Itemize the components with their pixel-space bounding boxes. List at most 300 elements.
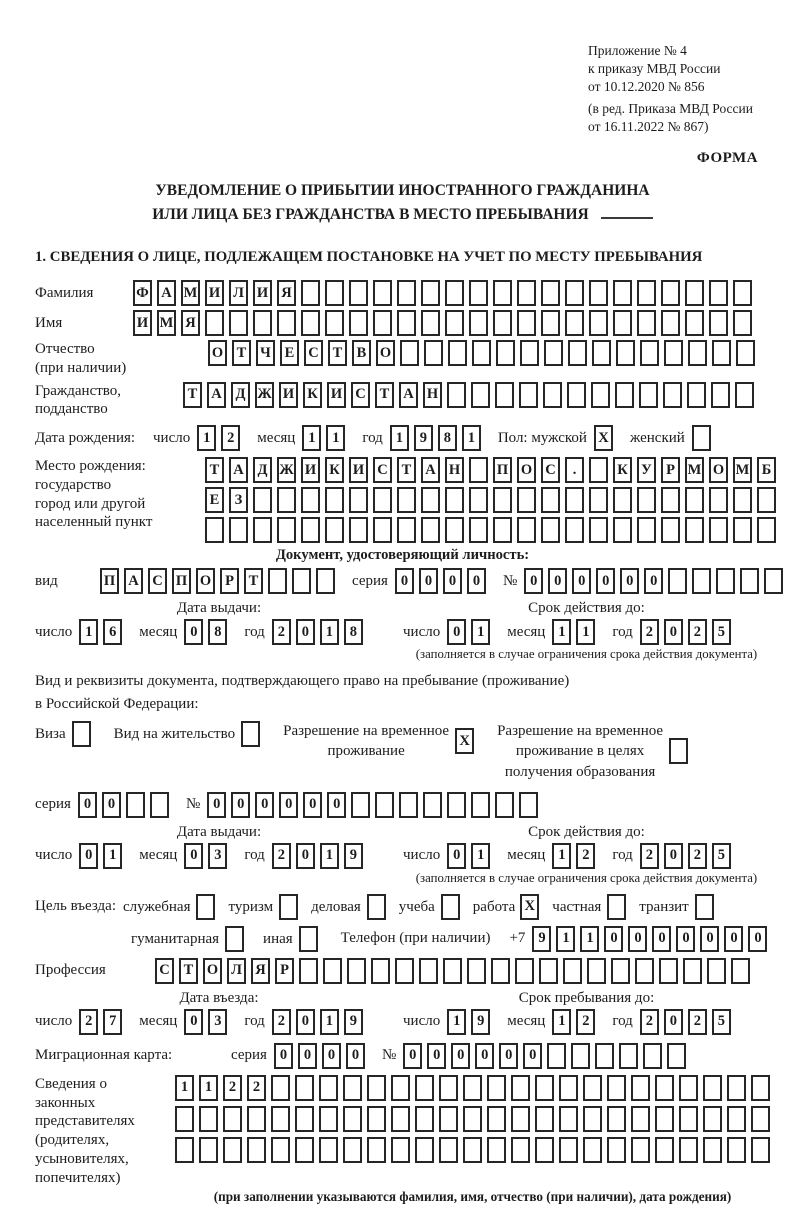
citizenship-char-box[interactable]: А bbox=[399, 382, 418, 408]
stay-issue-day-box[interactable]: 1 bbox=[103, 843, 122, 869]
name-char-box[interactable] bbox=[349, 310, 368, 336]
id-valid-day-box[interactable]: 0 bbox=[447, 619, 466, 645]
surname-char-box[interactable] bbox=[493, 280, 512, 306]
sex-female-box[interactable] bbox=[692, 425, 711, 451]
citizenship-char-box[interactable] bbox=[567, 382, 586, 408]
birthplace-char-box[interactable] bbox=[373, 487, 392, 513]
surname-char-box[interactable] bbox=[613, 280, 632, 306]
stay-doc-number-box[interactable]: 0 bbox=[255, 792, 274, 818]
id-valid-year-box[interactable]: 2 bbox=[640, 619, 659, 645]
representatives-char-box[interactable] bbox=[367, 1137, 386, 1163]
id-valid-day-box[interactable]: 1 bbox=[471, 619, 490, 645]
patronymic-char-box[interactable]: Е bbox=[280, 340, 299, 366]
name-char-box[interactable] bbox=[397, 310, 416, 336]
migration-number-box[interactable] bbox=[547, 1043, 566, 1069]
stay-doc-number-box[interactable] bbox=[519, 792, 538, 818]
birthplace-char-box[interactable]: Р bbox=[661, 457, 680, 483]
surname-char-box[interactable] bbox=[469, 280, 488, 306]
birth-day-box[interactable]: 2 bbox=[221, 425, 240, 451]
migration-series-box[interactable]: 0 bbox=[346, 1043, 365, 1069]
representatives-char-box[interactable] bbox=[415, 1137, 434, 1163]
birth-year-box[interactable]: 8 bbox=[438, 425, 457, 451]
representatives-char-box[interactable] bbox=[655, 1137, 674, 1163]
patronymic-char-box[interactable] bbox=[592, 340, 611, 366]
representatives-char-box[interactable] bbox=[655, 1075, 674, 1101]
representatives-char-box[interactable] bbox=[391, 1106, 410, 1132]
representatives-char-box[interactable] bbox=[679, 1137, 698, 1163]
birthplace-char-box[interactable] bbox=[301, 517, 320, 543]
birthplace-char-box[interactable] bbox=[445, 487, 464, 513]
id-doc-number-box[interactable]: 0 bbox=[572, 568, 591, 594]
birth-year-box[interactable]: 9 bbox=[414, 425, 433, 451]
representatives-char-box[interactable]: 1 bbox=[175, 1075, 194, 1101]
surname-char-box[interactable] bbox=[589, 280, 608, 306]
birthplace-char-box[interactable]: С bbox=[541, 457, 560, 483]
patronymic-char-box[interactable]: В bbox=[352, 340, 371, 366]
migration-number-box[interactable] bbox=[571, 1043, 590, 1069]
representatives-char-box[interactable] bbox=[439, 1075, 458, 1101]
stay-day-box[interactable]: 9 bbox=[471, 1009, 490, 1035]
birthplace-char-box[interactable]: С bbox=[373, 457, 392, 483]
phone-digit-box[interactable]: 0 bbox=[652, 926, 671, 952]
id-doc-kind-box[interactable]: П bbox=[100, 568, 119, 594]
representatives-char-box[interactable] bbox=[463, 1075, 482, 1101]
patronymic-char-box[interactable] bbox=[712, 340, 731, 366]
name-char-box[interactable] bbox=[541, 310, 560, 336]
surname-char-box[interactable] bbox=[325, 280, 344, 306]
profession-char-box[interactable] bbox=[659, 958, 678, 984]
birthplace-char-box[interactable] bbox=[565, 487, 584, 513]
name-char-box[interactable] bbox=[229, 310, 248, 336]
birthplace-char-box[interactable]: К bbox=[325, 457, 344, 483]
surname-char-box[interactable] bbox=[733, 280, 752, 306]
birthplace-char-box[interactable]: М bbox=[685, 457, 704, 483]
migration-number-box[interactable]: 0 bbox=[403, 1043, 422, 1069]
migration-number-box[interactable]: 0 bbox=[427, 1043, 446, 1069]
migration-number-box[interactable] bbox=[595, 1043, 614, 1069]
birthplace-char-box[interactable]: М bbox=[733, 457, 752, 483]
stay-issue-month-box[interactable]: 3 bbox=[208, 843, 227, 869]
id-doc-kind-box[interactable]: П bbox=[172, 568, 191, 594]
surname-char-box[interactable] bbox=[637, 280, 656, 306]
patronymic-char-box[interactable] bbox=[424, 340, 443, 366]
purpose-private-box[interactable] bbox=[607, 894, 626, 920]
birthplace-char-box[interactable]: . bbox=[565, 457, 584, 483]
citizenship-char-box[interactable]: Д bbox=[231, 382, 250, 408]
birthplace-char-box[interactable] bbox=[301, 487, 320, 513]
citizenship-char-box[interactable]: И bbox=[279, 382, 298, 408]
citizenship-char-box[interactable]: Т bbox=[183, 382, 202, 408]
birthplace-char-box[interactable] bbox=[709, 517, 728, 543]
surname-char-box[interactable] bbox=[517, 280, 536, 306]
representatives-char-box[interactable] bbox=[439, 1106, 458, 1132]
representatives-char-box[interactable] bbox=[559, 1106, 578, 1132]
profession-char-box[interactable] bbox=[515, 958, 534, 984]
patronymic-char-box[interactable] bbox=[520, 340, 539, 366]
patronymic-char-box[interactable] bbox=[568, 340, 587, 366]
purpose-transit-box[interactable] bbox=[695, 894, 714, 920]
profession-char-box[interactable] bbox=[347, 958, 366, 984]
stay-issue-year-box[interactable]: 9 bbox=[344, 843, 363, 869]
representatives-char-box[interactable] bbox=[679, 1075, 698, 1101]
name-char-box[interactable] bbox=[469, 310, 488, 336]
birthplace-char-box[interactable] bbox=[589, 457, 608, 483]
representatives-char-box[interactable] bbox=[487, 1137, 506, 1163]
birthplace-char-box[interactable] bbox=[757, 517, 776, 543]
residence-box[interactable] bbox=[241, 721, 260, 747]
id-issue-year-box[interactable]: 0 bbox=[296, 619, 315, 645]
representatives-char-box[interactable] bbox=[319, 1137, 338, 1163]
birthplace-char-box[interactable]: У bbox=[637, 457, 656, 483]
birthplace-char-box[interactable] bbox=[589, 517, 608, 543]
name-char-box[interactable] bbox=[373, 310, 392, 336]
stay-valid-day-box[interactable]: 0 bbox=[447, 843, 466, 869]
birthplace-char-box[interactable] bbox=[541, 487, 560, 513]
migration-number-box[interactable] bbox=[643, 1043, 662, 1069]
citizenship-char-box[interactable] bbox=[663, 382, 682, 408]
stay-doc-number-box[interactable] bbox=[471, 792, 490, 818]
birthplace-char-box[interactable] bbox=[565, 517, 584, 543]
representatives-char-box[interactable] bbox=[271, 1137, 290, 1163]
representatives-char-box[interactable] bbox=[631, 1075, 650, 1101]
birthplace-char-box[interactable] bbox=[709, 487, 728, 513]
surname-char-box[interactable]: М bbox=[181, 280, 200, 306]
id-issue-year-box[interactable]: 2 bbox=[272, 619, 291, 645]
birthplace-char-box[interactable] bbox=[469, 457, 488, 483]
surname-char-box[interactable]: Л bbox=[229, 280, 248, 306]
id-doc-number-box[interactable] bbox=[740, 568, 759, 594]
stay-doc-number-box[interactable] bbox=[423, 792, 442, 818]
birthplace-char-box[interactable] bbox=[517, 517, 536, 543]
stay-year-box[interactable]: 5 bbox=[712, 1009, 731, 1035]
name-char-box[interactable] bbox=[685, 310, 704, 336]
birth-month-box[interactable]: 1 bbox=[302, 425, 321, 451]
purpose-official-box[interactable] bbox=[196, 894, 215, 920]
name-char-box[interactable]: М bbox=[157, 310, 176, 336]
representatives-char-box[interactable] bbox=[703, 1075, 722, 1101]
birthplace-char-box[interactable] bbox=[637, 487, 656, 513]
patronymic-char-box[interactable]: С bbox=[304, 340, 323, 366]
representatives-char-box[interactable] bbox=[271, 1106, 290, 1132]
citizenship-char-box[interactable] bbox=[471, 382, 490, 408]
profession-char-box[interactable] bbox=[707, 958, 726, 984]
birthplace-char-box[interactable] bbox=[469, 517, 488, 543]
profession-char-box[interactable] bbox=[467, 958, 486, 984]
stay-year-box[interactable]: 2 bbox=[640, 1009, 659, 1035]
birthplace-char-box[interactable] bbox=[757, 487, 776, 513]
id-doc-kind-box[interactable] bbox=[316, 568, 335, 594]
profession-char-box[interactable] bbox=[563, 958, 582, 984]
migration-number-box[interactable]: 0 bbox=[523, 1043, 542, 1069]
stay-valid-year-box[interactable]: 0 bbox=[664, 843, 683, 869]
birthplace-char-box[interactable] bbox=[613, 487, 632, 513]
name-char-box[interactable]: И bbox=[133, 310, 152, 336]
profession-char-box[interactable]: Р bbox=[275, 958, 294, 984]
representatives-char-box[interactable] bbox=[199, 1137, 218, 1163]
name-char-box[interactable] bbox=[325, 310, 344, 336]
patronymic-char-box[interactable] bbox=[664, 340, 683, 366]
representatives-char-box[interactable] bbox=[607, 1106, 626, 1132]
patronymic-char-box[interactable]: Т bbox=[232, 340, 251, 366]
birthplace-char-box[interactable]: Б bbox=[757, 457, 776, 483]
representatives-char-box[interactable] bbox=[511, 1106, 530, 1132]
sex-male-box[interactable]: X bbox=[594, 425, 613, 451]
purpose-study-box[interactable] bbox=[441, 894, 460, 920]
representatives-char-box[interactable] bbox=[631, 1137, 650, 1163]
stay-valid-month-box[interactable]: 2 bbox=[576, 843, 595, 869]
representatives-char-box[interactable]: 2 bbox=[247, 1075, 266, 1101]
surname-char-box[interactable] bbox=[373, 280, 392, 306]
id-doc-number-box[interactable]: 0 bbox=[620, 568, 639, 594]
representatives-char-box[interactable] bbox=[583, 1106, 602, 1132]
id-valid-month-box[interactable]: 1 bbox=[552, 619, 571, 645]
stay-year-box[interactable]: 0 bbox=[664, 1009, 683, 1035]
stay-doc-number-box[interactable]: 0 bbox=[279, 792, 298, 818]
name-char-box[interactable] bbox=[517, 310, 536, 336]
representatives-char-box[interactable] bbox=[487, 1106, 506, 1132]
citizenship-char-box[interactable]: Т bbox=[375, 382, 394, 408]
id-doc-kind-box[interactable] bbox=[268, 568, 287, 594]
birthplace-char-box[interactable] bbox=[325, 487, 344, 513]
id-doc-kind-box[interactable] bbox=[292, 568, 311, 594]
stay-valid-month-box[interactable]: 1 bbox=[552, 843, 571, 869]
representatives-char-box[interactable] bbox=[343, 1106, 362, 1132]
name-char-box[interactable] bbox=[493, 310, 512, 336]
birthplace-char-box[interactable] bbox=[517, 487, 536, 513]
id-valid-year-box[interactable]: 5 bbox=[712, 619, 731, 645]
birthplace-char-box[interactable]: И bbox=[301, 457, 320, 483]
representatives-char-box[interactable] bbox=[295, 1106, 314, 1132]
phone-digit-box[interactable]: 0 bbox=[748, 926, 767, 952]
surname-char-box[interactable] bbox=[565, 280, 584, 306]
surname-char-box[interactable] bbox=[541, 280, 560, 306]
migration-number-box[interactable]: 0 bbox=[499, 1043, 518, 1069]
name-char-box[interactable] bbox=[661, 310, 680, 336]
id-doc-series-box[interactable]: 0 bbox=[443, 568, 462, 594]
stay-year-box[interactable]: 2 bbox=[688, 1009, 707, 1035]
purpose-work-box[interactable]: X bbox=[520, 894, 539, 920]
birthplace-char-box[interactable]: К bbox=[613, 457, 632, 483]
entry-month-box[interactable]: 3 bbox=[208, 1009, 227, 1035]
name-char-box[interactable] bbox=[565, 310, 584, 336]
citizenship-char-box[interactable] bbox=[711, 382, 730, 408]
birthplace-char-box[interactable] bbox=[421, 517, 440, 543]
representatives-char-box[interactable] bbox=[559, 1075, 578, 1101]
name-char-box[interactable] bbox=[445, 310, 464, 336]
birthplace-char-box[interactable] bbox=[205, 517, 224, 543]
birthplace-char-box[interactable] bbox=[373, 517, 392, 543]
birth-day-box[interactable]: 1 bbox=[197, 425, 216, 451]
id-issue-month-box[interactable]: 0 bbox=[184, 619, 203, 645]
representatives-char-box[interactable] bbox=[391, 1137, 410, 1163]
stay-issue-day-box[interactable]: 0 bbox=[79, 843, 98, 869]
surname-char-box[interactable] bbox=[661, 280, 680, 306]
profession-char-box[interactable] bbox=[323, 958, 342, 984]
migration-series-box[interactable]: 0 bbox=[322, 1043, 341, 1069]
stay-doc-series-box[interactable] bbox=[150, 792, 169, 818]
name-char-box[interactable] bbox=[205, 310, 224, 336]
temp-residence-edu-box[interactable] bbox=[669, 738, 688, 764]
representatives-char-box[interactable] bbox=[751, 1137, 770, 1163]
representatives-char-box[interactable] bbox=[583, 1075, 602, 1101]
id-doc-series-box[interactable]: 0 bbox=[395, 568, 414, 594]
visa-box[interactable] bbox=[72, 721, 91, 747]
name-char-box[interactable] bbox=[301, 310, 320, 336]
patronymic-char-box[interactable]: О bbox=[376, 340, 395, 366]
birth-year-box[interactable]: 1 bbox=[390, 425, 409, 451]
citizenship-char-box[interactable]: А bbox=[207, 382, 226, 408]
citizenship-char-box[interactable]: С bbox=[351, 382, 370, 408]
migration-series-box[interactable]: 0 bbox=[298, 1043, 317, 1069]
name-char-box[interactable] bbox=[709, 310, 728, 336]
citizenship-char-box[interactable] bbox=[519, 382, 538, 408]
surname-char-box[interactable] bbox=[709, 280, 728, 306]
name-char-box[interactable] bbox=[589, 310, 608, 336]
representatives-char-box[interactable] bbox=[175, 1137, 194, 1163]
birthplace-char-box[interactable] bbox=[469, 487, 488, 513]
stay-doc-number-box[interactable]: 0 bbox=[231, 792, 250, 818]
temp-residence-box[interactable]: X bbox=[455, 728, 474, 754]
birthplace-char-box[interactable] bbox=[397, 517, 416, 543]
phone-digit-box[interactable]: 0 bbox=[724, 926, 743, 952]
surname-char-box[interactable]: И bbox=[205, 280, 224, 306]
name-char-box[interactable] bbox=[733, 310, 752, 336]
citizenship-char-box[interactable]: И bbox=[327, 382, 346, 408]
stay-issue-year-box[interactable]: 0 bbox=[296, 843, 315, 869]
representatives-char-box[interactable] bbox=[223, 1137, 242, 1163]
birthplace-char-box[interactable] bbox=[661, 517, 680, 543]
representatives-char-box[interactable] bbox=[463, 1106, 482, 1132]
representatives-char-box[interactable] bbox=[703, 1137, 722, 1163]
profession-char-box[interactable] bbox=[443, 958, 462, 984]
patronymic-char-box[interactable] bbox=[736, 340, 755, 366]
citizenship-char-box[interactable] bbox=[495, 382, 514, 408]
entry-day-box[interactable]: 7 bbox=[103, 1009, 122, 1035]
phone-digit-box[interactable]: 0 bbox=[676, 926, 695, 952]
patronymic-char-box[interactable] bbox=[448, 340, 467, 366]
profession-char-box[interactable]: Т bbox=[179, 958, 198, 984]
surname-char-box[interactable] bbox=[397, 280, 416, 306]
representatives-char-box[interactable] bbox=[703, 1106, 722, 1132]
profession-char-box[interactable] bbox=[731, 958, 750, 984]
stay-doc-number-box[interactable] bbox=[351, 792, 370, 818]
phone-digit-box[interactable]: 0 bbox=[628, 926, 647, 952]
representatives-char-box[interactable] bbox=[223, 1106, 242, 1132]
entry-year-box[interactable]: 0 bbox=[296, 1009, 315, 1035]
birthplace-char-box[interactable] bbox=[277, 517, 296, 543]
citizenship-char-box[interactable] bbox=[639, 382, 658, 408]
purpose-humanitarian-box[interactable] bbox=[225, 926, 244, 952]
id-doc-number-box[interactable]: 0 bbox=[548, 568, 567, 594]
citizenship-char-box[interactable] bbox=[615, 382, 634, 408]
name-char-box[interactable]: Я bbox=[181, 310, 200, 336]
surname-char-box[interactable] bbox=[421, 280, 440, 306]
birthplace-char-box[interactable] bbox=[733, 487, 752, 513]
id-doc-number-box[interactable]: 0 bbox=[596, 568, 615, 594]
profession-char-box[interactable]: Я bbox=[251, 958, 270, 984]
id-issue-year-box[interactable]: 8 bbox=[344, 619, 363, 645]
birthplace-char-box[interactable]: Н bbox=[445, 457, 464, 483]
stay-valid-year-box[interactable]: 2 bbox=[640, 843, 659, 869]
id-doc-kind-box[interactable]: О bbox=[196, 568, 215, 594]
id-valid-year-box[interactable]: 2 bbox=[688, 619, 707, 645]
representatives-char-box[interactable] bbox=[727, 1106, 746, 1132]
id-doc-number-box[interactable]: 0 bbox=[644, 568, 663, 594]
birthplace-char-box[interactable] bbox=[421, 487, 440, 513]
id-issue-day-box[interactable]: 6 bbox=[103, 619, 122, 645]
patronymic-char-box[interactable] bbox=[496, 340, 515, 366]
surname-char-box[interactable] bbox=[301, 280, 320, 306]
profession-char-box[interactable] bbox=[299, 958, 318, 984]
stay-month-box[interactable]: 2 bbox=[576, 1009, 595, 1035]
profession-char-box[interactable] bbox=[539, 958, 558, 984]
representatives-char-box[interactable] bbox=[271, 1075, 290, 1101]
representatives-char-box[interactable] bbox=[367, 1106, 386, 1132]
phone-digit-box[interactable]: 1 bbox=[556, 926, 575, 952]
representatives-char-box[interactable] bbox=[295, 1075, 314, 1101]
name-char-box[interactable] bbox=[613, 310, 632, 336]
migration-number-box[interactable] bbox=[619, 1043, 638, 1069]
citizenship-char-box[interactable] bbox=[735, 382, 754, 408]
representatives-char-box[interactable] bbox=[727, 1137, 746, 1163]
stay-doc-number-box[interactable]: 0 bbox=[303, 792, 322, 818]
representatives-char-box[interactable] bbox=[511, 1075, 530, 1101]
birthplace-char-box[interactable]: Д bbox=[253, 457, 272, 483]
purpose-tourism-box[interactable] bbox=[279, 894, 298, 920]
birthplace-char-box[interactable]: Т bbox=[205, 457, 224, 483]
id-doc-kind-box[interactable]: А bbox=[124, 568, 143, 594]
stay-issue-year-box[interactable]: 1 bbox=[320, 843, 339, 869]
birthplace-char-box[interactable]: О bbox=[517, 457, 536, 483]
stay-doc-series-box[interactable] bbox=[126, 792, 145, 818]
profession-char-box[interactable] bbox=[491, 958, 510, 984]
patronymic-char-box[interactable] bbox=[400, 340, 419, 366]
stay-doc-number-box[interactable] bbox=[375, 792, 394, 818]
entry-month-box[interactable]: 0 bbox=[184, 1009, 203, 1035]
migration-series-box[interactable]: 0 bbox=[274, 1043, 293, 1069]
stay-doc-number-box[interactable] bbox=[447, 792, 466, 818]
profession-char-box[interactable] bbox=[587, 958, 606, 984]
birthplace-char-box[interactable] bbox=[661, 487, 680, 513]
birthplace-char-box[interactable] bbox=[253, 517, 272, 543]
birthplace-char-box[interactable] bbox=[253, 487, 272, 513]
phone-digit-box[interactable]: 1 bbox=[580, 926, 599, 952]
representatives-char-box[interactable] bbox=[343, 1137, 362, 1163]
name-char-box[interactable] bbox=[253, 310, 272, 336]
stay-month-box[interactable]: 1 bbox=[552, 1009, 571, 1035]
surname-char-box[interactable] bbox=[349, 280, 368, 306]
patronymic-char-box[interactable] bbox=[544, 340, 563, 366]
birthplace-char-box[interactable]: И bbox=[349, 457, 368, 483]
representatives-char-box[interactable] bbox=[511, 1137, 530, 1163]
birthplace-char-box[interactable] bbox=[349, 487, 368, 513]
stay-doc-series-box[interactable]: 0 bbox=[102, 792, 121, 818]
profession-char-box[interactable] bbox=[635, 958, 654, 984]
stay-doc-number-box[interactable]: 0 bbox=[207, 792, 226, 818]
stay-doc-number-box[interactable]: 0 bbox=[327, 792, 346, 818]
id-doc-kind-box[interactable]: Р bbox=[220, 568, 239, 594]
migration-number-box[interactable] bbox=[667, 1043, 686, 1069]
birthplace-char-box[interactable] bbox=[589, 487, 608, 513]
id-issue-month-box[interactable]: 8 bbox=[208, 619, 227, 645]
representatives-char-box[interactable] bbox=[727, 1075, 746, 1101]
patronymic-char-box[interactable] bbox=[472, 340, 491, 366]
representatives-char-box[interactable] bbox=[247, 1106, 266, 1132]
entry-year-box[interactable]: 2 bbox=[272, 1009, 291, 1035]
birthplace-char-box[interactable]: П bbox=[493, 457, 512, 483]
representatives-char-box[interactable] bbox=[439, 1137, 458, 1163]
phone-digit-box[interactable]: 0 bbox=[604, 926, 623, 952]
